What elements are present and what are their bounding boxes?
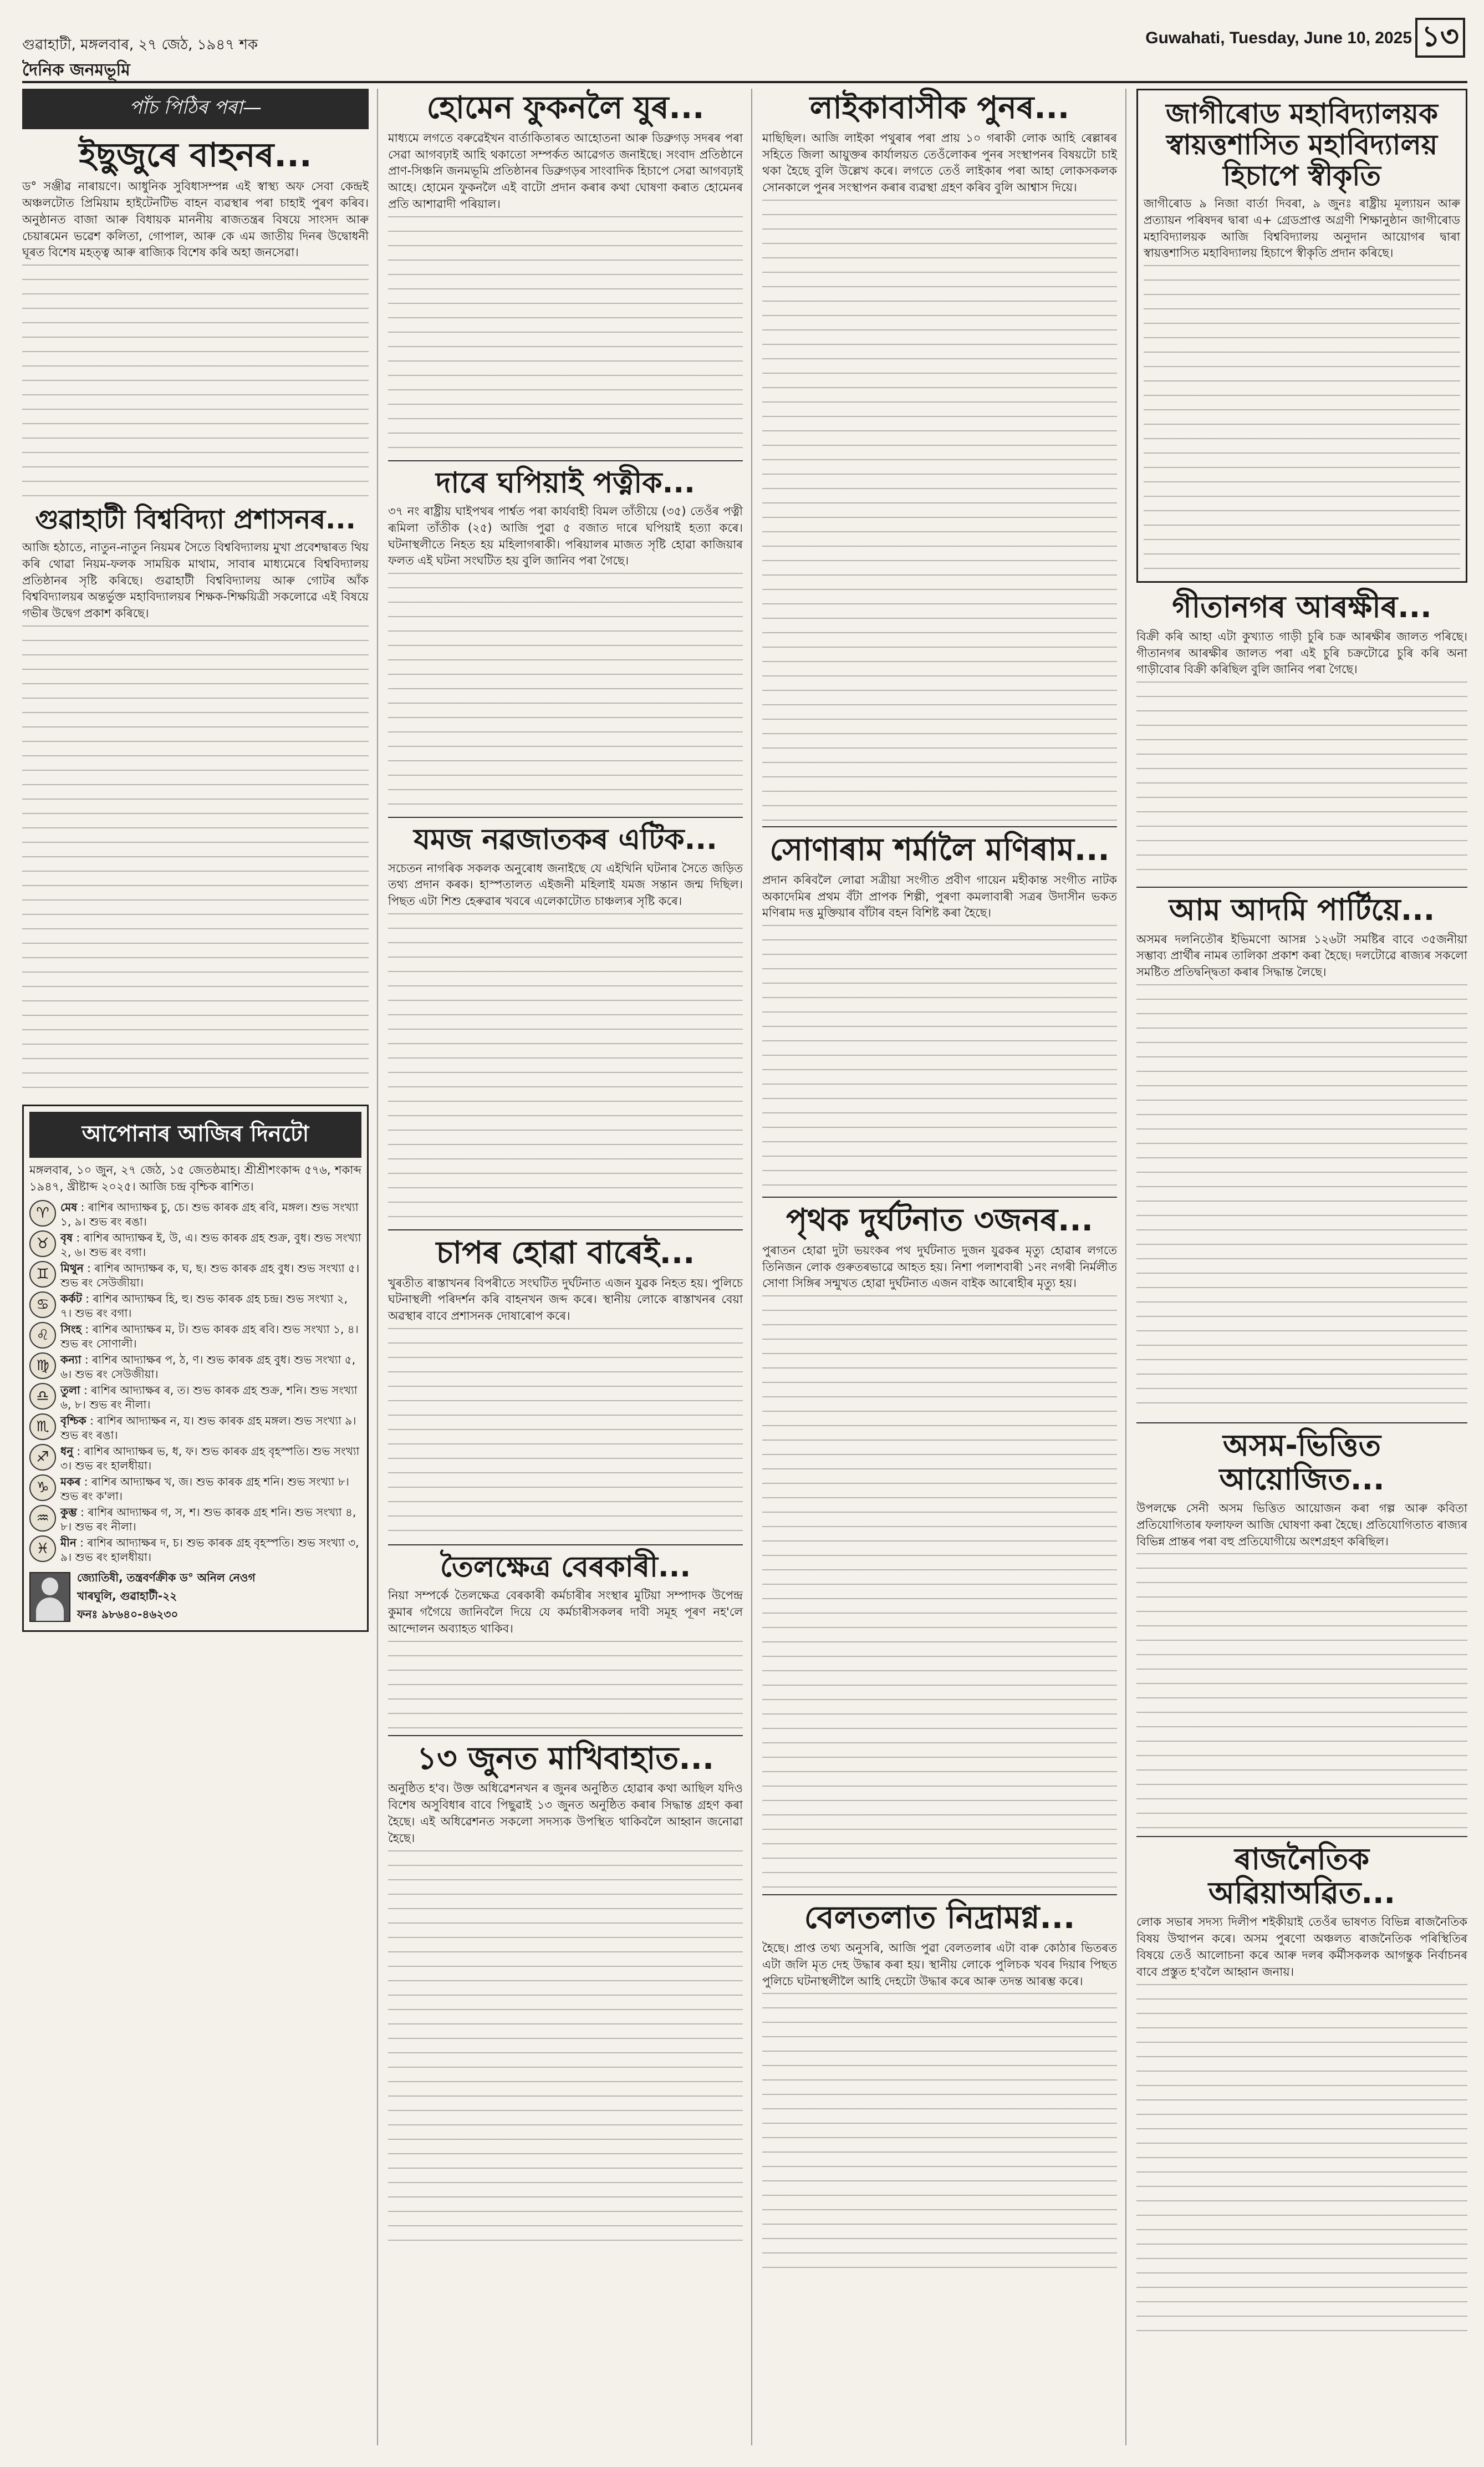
zodiac-forecast: ৰাশিৰ আদ্যাক্ষৰ ৰ, ত। শুভ কাৰক গ্ৰহ শুক্ৰ, শনি। শুভ সংখ্যা ৬, ৮। শুভ ৰং নীলা। <box>60 1383 358 1411</box>
zodiac-forecast: ৰাশিৰ আদ্যাক্ষৰ ক, ঘ, ছ। শুভ কাৰক গ্ৰহ বুধ। শুভ সংখ্যা ৫। শুভ ৰং সেউজীয়া। <box>60 1261 360 1289</box>
zodiac-text: কন্যা : ৰাশিৰ আদ্যাক্ষৰ প, ঠ, ণ। শুভ কাৰক গ্ৰহ বুধ। শুভ সংখ্যা ৫, ৬। শুভ ৰং সেউজীয়া। <box>60 1352 356 1381</box>
divider <box>762 826 1117 827</box>
divider <box>1136 1836 1467 1837</box>
column-rule <box>1125 89 1126 2445</box>
headline: ইছুজুৰে বাহনৰ... <box>79 136 312 175</box>
zodiac-text: তুলা : ৰাশিৰ আদ্যাক্ষৰ ৰ, ত। শুভ কাৰক গ্ৰহ শুক্ৰ, শনি। শুভ সংখ্যা ৬, ৮। শুভ ৰং নীলা। <box>60 1383 358 1411</box>
zodiac-name: কন্যা <box>60 1352 81 1366</box>
zodiac-name: মকৰ <box>60 1474 81 1488</box>
zodiac-forecast: ৰাশিৰ আদ্যাক্ষৰ ভ, ধ, ফ। শুভ কাৰক গ্ৰহ বৃহস্পতি। শুভ সংখ্যা ৩। শুভ ৰং হালধীয়া। <box>60 1444 360 1472</box>
article-text-block <box>22 264 369 497</box>
astrologer-phone: ফনঃ ৯৮৬৪০-৪৬২৩০ <box>77 1607 179 1621</box>
column-4 <box>1136 89 1467 2339</box>
article-body: উপলক্ষে সেনী অসম ভিত্তিত আয়োজন কৰা গল্প আৰু কবিতা প্ৰতিযোগিতাৰ ফলাফল আজি ঘোষণা কৰা হৈছে। প্ৰতিযোগিতাত ৰাজ্যৰ বিভিন্ন প্ৰান্তৰ পৰা বহু প্ৰতিযোগীয়ে অংশগ্ৰহণ কৰিছিল। <box>1136 1502 1467 1548</box>
column-2 <box>388 89 743 2250</box>
masthead: দৈনিক জনমভূমি <box>22 60 130 80</box>
article-body: বিক্ৰী কৰি আহা এটা কুখ্যাত গাড়ী চুৰি চক্ৰ আৰক্ষীৰ জালত পৰিছে। গীতানগৰ আৰক্ষীৰ জালত পৰা এই চুৰি চক্ৰটোৱে চুৰি কৰি অনা গাড়ীবোৰ বিক্ৰী কৰিছিল বুলি জানিব পৰা গৈছে। <box>1136 629 1467 676</box>
continued-kicker: পাঁচ পিঠিৰ পৰা— <box>22 89 369 129</box>
water-bearer-icon: ♒ <box>29 1505 56 1532</box>
zodiac-item <box>29 1413 361 1442</box>
column-rule <box>751 89 752 2445</box>
issue-date-english: Guwahati, Tuesday, June 10, 2025 <box>1145 29 1412 47</box>
zodiac-text: কৰ্কট : ৰাশিৰ আদ্যাক্ষৰ হি, হু। শুভ কাৰক গ্ৰহ চন্দ্ৰ। শুভ সংখ্যা ২, ৭। শুভ ৰং বগা। <box>60 1291 348 1320</box>
article-body: অনুষ্ঠিত হ'ব। উক্ত অধিৱেশনখন ৰ জুনৰ অনুষ্ঠিত হোৱাৰ কথা আছিল যদিও বিশেষ অসুবিধাৰ বাবে পিছুৱাই ১৩ জুনত অনুষ্ঠিত কৰাৰ সিদ্ধান্ত গ্ৰহণ কৰা হৈছে। এই অধিৱেশনত সকলো সদস্যক উপস্থিত থাকিবলৈ আহ্বান জনোৱা হৈছে। <box>388 1782 743 1845</box>
article-body: হৈছে। প্ৰাপ্ত তথ্য অনুসৰি, আজি পুৱা বেলতলাৰ এটা বাৰু কোঠাৰ ভিতৰত এটা জলি মৃত দেহ উদ্ধাৰ কৰা হয়। স্থানীয় লোকে পুলিচক খবৰ দিয়াৰ পিছত পুলিচে ঘটনাস্থলীলৈ আহি দেহটো উদ্ধাৰ কৰে আৰু তদন্ত আৰম্ভ কৰে। <box>762 1941 1117 1988</box>
zodiac-forecast: ৰাশিৰ আদ্যাক্ষৰ হি, হু। শুভ কাৰক গ্ৰহ চন্দ্ৰ। শুভ সংখ্যা ২, ৭। শুভ ৰং বগা। <box>60 1291 348 1320</box>
article-body: প্ৰদান কৰিবলৈ লোৱা সত্ৰীয়া সংগীত প্ৰবীণ গায়েন মহীকান্ত সংগীত নাটক অকাদেমিৰ প্ৰথম বঁটা প্ৰাপক শিল্পী, পুৰণা কমলাবাৰী সত্ৰৰ উদাসীন ভকত মণিৰাম দত্ত মুক্তিয়াৰ বাঁটাৰ বহন বিশিষ্ট কৰা হৈছে। <box>762 873 1117 920</box>
page-number: ১৩ <box>1415 18 1465 58</box>
divider <box>1136 887 1467 888</box>
divider <box>762 1894 1117 1895</box>
zodiac-item <box>29 1505 361 1534</box>
scales-icon: ♎ <box>29 1383 56 1410</box>
headline: ১৩ জুনত মাখিবাহাত... <box>416 1740 715 1777</box>
article-body: লোক সভাৰ সদস্য দিলীপ শইকীয়াই তেওঁৰ ভাষণত বিভিন্ন ৰাজনৈতিক বিষয় উত্থাপন কৰে। অসম পুৰণো অঞ্চলত ৰাজনৈতিক পৰিস্থিতিৰ বিষয়ে তেওঁ আলোচনা কৰে আৰু দলৰ কৰ্মীসকলক আগন্তুক নিৰ্বাচনৰ বাবে প্ৰস্তুত হ'বলৈ আহ্বান জনায়। <box>1136 1915 1467 1978</box>
headline: আম আদমি পাৰ্টিয়ে... <box>1169 892 1435 928</box>
article-text-block <box>762 1295 1117 1889</box>
article-body: সচেতন নাগৰিক সকলক অনুৰোধ জনাইছে যে এইখিনি ঘটনাৰ সৈতে জড়িত তথ্য প্ৰদান কৰক। হাস্পতালত এইজনী মহিলাই যমজ সন্তান জন্ম দিছিল। পিছত এটা শিশু হেৰুৱাৰ খবৰে এলেকাটোত চাঞ্চল্যৰ সৃষ্টি কৰে। <box>388 861 743 908</box>
article-body: আজি হঠাতে, নাতুন-নাতুন নিয়মৰ সৈতে বিশ্ববিদ্যালয় মুখা প্ৰবেশদ্বাৰত থিয় কৰি থোৱা নিয়ম-ফলক সাময়িক মাথাম, সাবাৰ মাধ্যমেৰে বিশ্ববিদ্যালয় প্ৰতিষ্ঠানৰ সৃষ্টি কৰিছে। গুৱাহাটী বিশ্ববিদ্যালয় আৰু গোটৰ আঁক বিশ্ববিদ্যালয়ৰ অন্তৰ্ভুক্ত মহাবিদ্যালয়ৰ শিক্ষক-শিক্ষয়িত্ৰী সকলোৱে এই বিষয়ে গভীৰ উদ্বেগ প্ৰকাশ কৰিছে। <box>22 541 369 620</box>
zodiac-item <box>29 1200 361 1229</box>
column-rule <box>377 89 378 2445</box>
column-3 <box>762 89 1117 2270</box>
astrologer-address: খাৰঘুলি, গুৱাহাটী-২২ <box>77 1589 177 1603</box>
zodiac-name: কৰ্কট <box>60 1291 82 1305</box>
article-text-block <box>388 1328 743 1539</box>
zodiac-forecast: ৰাশিৰ আদ্যাক্ষৰ ই, উ, এ। শুভ কাৰক গ্ৰহ শুক্ৰ, বুধ। শুভ সংখ্যা ২, ৬। শুভ ৰং বগা। <box>60 1230 361 1259</box>
zodiac-name: মীন <box>60 1535 77 1549</box>
zodiac-name: বৃষ <box>60 1230 73 1244</box>
article-text-block <box>1136 1553 1467 1830</box>
headline: হোমেন ফুকনলৈ যুৰ... <box>426 90 705 126</box>
article-text-block <box>762 200 1117 821</box>
headline: লাইকাবাসীক পুনৰ... <box>809 90 1070 126</box>
zodiac-item <box>29 1291 361 1320</box>
article-text-block <box>1136 681 1467 881</box>
article-text-block <box>388 573 743 811</box>
article-body: জাগীৰোড ৯ নিজা বাৰ্তা দিবৰা, ৯ জুনঃ ৰাষ্ট্ৰীয় মূল্যায়ন আৰু প্ৰত্যায়ন পৰিষদৰ দ্বাৰা এ+ গ্ৰেডপ্ৰাপ্ত অগ্ৰণী শিক্ষানুষ্ঠান জাগীৰোড মহাবিদ্যালয়ক আজি বিশ্ববিদ্যালয় অনুদান আয়োগৰ দ্বাৰা স্বায়ত্তশাসিত মহাবিদ্যালয় হিচাপে স্বীকৃতি প্ৰদান কৰিছে। <box>1144 197 1460 260</box>
astrologer-credit <box>29 1570 361 1625</box>
bull-icon: ♉ <box>29 1230 56 1257</box>
headline: গুৱাহাটী বিশ্ববিদ্যা প্ৰশাসনৰ... <box>35 504 356 536</box>
article-body: ৩৭ নং ৰাষ্ট্ৰীয় ঘাইপথৰ পাৰ্শ্বত পৰা কাৰ্যবাহী বিমল তাঁতীয়ে (৩৫) তেওঁৰ পত্নী ৰূমিলা তাঁতীক (২৫) আজি পুৱা ৫ বজাত দাৰে ঘপিয়াই হত্যা কৰে। ঘটনাস্থলীতে নিহত হয় মহিলাগৰাকী। পৰিয়ালৰ মাজত সৃষ্টি হোৱা কাজিয়াৰ ফলত এই ঘটনা সংঘটিত হয় বুলি জানিব পৰা গৈছে। <box>388 505 743 568</box>
divider <box>388 460 743 461</box>
zodiac-text: বৃশ্চিক : ৰাশিৰ আদ্যাক্ষৰ ন, য। শুভ কাৰক গ্ৰহ মঙ্গল। শুভ সংখ্যা ৯। শুভ ৰং ৰঙা। <box>60 1413 356 1442</box>
lion-icon: ♌ <box>29 1322 56 1349</box>
article-text-block <box>22 625 369 1091</box>
zodiac-item <box>29 1352 361 1381</box>
astrologer-photo <box>29 1572 70 1622</box>
headline: অসম-ভিত্তিত আয়োজিত... <box>1219 1428 1385 1497</box>
zodiac-name: কুম্ভ <box>60 1505 77 1519</box>
headline: যমজ নৱজাতকৰ এটিক... <box>414 823 717 857</box>
horoscope-box <box>22 1105 369 1632</box>
headline: দাৰে ঘপিয়াই পত্নীক... <box>436 466 695 500</box>
zodiac-text: কুম্ভ : ৰাশিৰ আদ্যাক্ষৰ গ, স, শ। শুভ কাৰক গ্ৰহ শনি। শুভ সংখ্যা ৪, ৮। শুভ ৰং নীলা। <box>60 1505 356 1533</box>
article-text-block <box>762 1993 1117 2270</box>
issue-date: গুৱাহাটী, মঙ্গলবাৰ, ২৭ জেঠ, ১৯৪৭ শক <box>22 37 258 53</box>
zodiac-text: মিথুন : ৰাশিৰ আদ্যাক্ষৰ ক, ঘ, ছ। শুভ কাৰক গ্ৰহ বুধ। শুভ সংখ্যা ৫। শুভ ৰং সেউজীয়া। <box>60 1261 360 1289</box>
zodiac-item <box>29 1230 361 1259</box>
headline: গীতানগৰ আৰক্ষীৰ... <box>1172 589 1432 625</box>
article-body: খুৰতীত ৰাস্তাখনৰ বিপৰীতে সংঘটিত দুৰ্ঘটনাত এজন যুৱক নিহত হয়। পুলিচে ঘটনাস্থলী পৰিদৰ্শন কৰি বাহনখন জব্দ কৰে। স্থানীয় লোকে ৰাস্তাখনৰ বেয়া অৱস্থাৰ বাবে প্ৰশাসনক দোষাৰোপ কৰে। <box>388 1276 743 1323</box>
zodiac-text: মেষ : ৰাশিৰ আদ্যাক্ষৰ চু, চে। শুভ কাৰক গ্ৰহ ৰবি, মঙ্গল। শুভ সংখ্যা ১, ৯। শুভ ৰং ৰঙা। <box>60 1200 359 1228</box>
fish-icon: ♓ <box>29 1535 56 1562</box>
article-body: নিয়া সম্পৰ্কে তৈলক্ষেত্ৰ বেৰকাৰী কৰ্মচাৰীৰ সংস্থাৰ মুটিয়া সম্পাদক উপেন্দ্ৰ কুমাৰ গগৈয়ে জানিবলৈ দিয়ে যে কৰ্মচাৰীসকলৰ দাবী সমূহ পূৰণ নহ'লে আন্দোলন অব্যাহত থাকিব। <box>388 1589 743 1635</box>
zodiac-list <box>29 1200 361 1564</box>
headline: তৈলক্ষেত্ৰ বেৰকাৰী... <box>440 1550 691 1584</box>
headline: চাপৰ হোৱা বাৰেই... <box>436 1234 695 1271</box>
astrologer-name: জ্যোতিষী, তন্ত্ৰবৰ্ণক্ৰীক ড° অনিল নেওগ <box>77 1570 256 1584</box>
zodiac-forecast: ৰাশিৰ আদ্যাক্ষৰ গ, স, শ। শুভ কাৰক গ্ৰহ শনি। শুভ সংখ্যা ৪, ৮। শুভ ৰং নীলা। <box>60 1505 356 1533</box>
zodiac-name: মেষ <box>60 1200 78 1214</box>
zodiac-text: মীন : ৰাশিৰ আদ্যাক্ষৰ দ, চ। শুভ কাৰক গ্ৰহ বৃহস্পতি। শুভ সংখ্যা ৩, ৯। শুভ ৰং হালধীয়া। <box>60 1535 359 1564</box>
zodiac-name: ধনু <box>60 1444 74 1458</box>
horoscope-title: আপোনাৰ আজিৰ দিনটো <box>29 1112 361 1158</box>
zodiac-text: মকৰ : ৰাশিৰ আদ্যাক্ষৰ খ, জ। শুভ কাৰক গ্ৰহ শনি। শুভ সংখ্যা ৮। শুভ ৰং ক'লা। <box>60 1474 349 1503</box>
zodiac-forecast: ৰাশিৰ আদ্যাক্ষৰ খ, জ। শুভ কাৰক গ্ৰহ শনি। শুভ সংখ্যা ৮। শুভ ৰং ক'লা। <box>60 1474 349 1503</box>
article-body: মাধ্যমে লগতে বৰুৱেইখন বাৰ্তাকিতাৰত আহোতনা আৰু ডিব্ৰুগড় সদৰৰ পৰা সেৱা আগবঢ়াই আহি থকাতো সম্পৰ্কত আৱেগত জনাইছে। সংবাদ প্ৰতিষ্ঠানে প্ৰাণ-সিঞ্চনি জনমভূমি প্ৰতিষ্ঠানৰ ডিব্ৰুগড়ৰ সাংবাদিক হিচাপে সেৱা আগবঢ়াই আহে। হোমেন ফুকনলৈ এই বাটো প্ৰদান কৰাৰ কথা ঘোষণা কৰাত হোমেনৰ প্ৰতি আশাৱাদী পৰিয়াল। <box>388 131 743 211</box>
headline: পৃথক দুৰ্ঘটনাত ৩জনৰ... <box>786 1202 1093 1239</box>
divider <box>388 1735 743 1736</box>
zodiac-item <box>29 1474 361 1503</box>
zodiac-name: বৃশ্চিক <box>60 1413 86 1427</box>
article-text-block <box>388 216 743 455</box>
column-1 <box>22 89 369 1632</box>
goat-icon: ♑ <box>29 1474 56 1501</box>
divider <box>762 1197 1117 1198</box>
zodiac-item <box>29 1444 361 1473</box>
headline: জাগীৰোড মহাবিদ্যালয়ক স্বায়ত্তশাসিত মহাবিদ্যালয় হিচাপে স্বীকৃতি <box>1166 98 1438 192</box>
virgin-icon: ♍ <box>29 1352 56 1379</box>
zodiac-forecast: ৰাশিৰ আদ্যাক্ষৰ প, ঠ, ণ। শুভ কাৰক গ্ৰহ বুধ। শুভ সংখ্যা ৫, ৬। শুভ ৰং সেউজীয়া। <box>60 1352 356 1381</box>
zodiac-text: ধনু : ৰাশিৰ আদ্যাক্ষৰ ভ, ধ, ফ। শুভ কাৰক গ্ৰহ বৃহস্পতি। শুভ সংখ্যা ৩। শুভ ৰং হালধীয়া। <box>60 1444 360 1472</box>
article-body: মাছিছিল। আজি লাইকা পথুৰাৰ পৰা প্ৰায় ১০ গৰাকী লোক আহি ৰেল্লাৰৰ সহিতে জিলা আয়ুক্তৰ কাৰ্যালয়ত তেওঁলোকৰ পুনৰ সংস্থাপনৰ বিষয়টো চাই থকা হৈছে বুলি উল্লেখ কৰে। লগতে তেওঁ লাইকাৰ পৰা আহা লোকসকলক সোনকালে পুনৰ সংস্থাপন কৰাৰ ব্যৱস্থা গ্ৰহণ কৰিব বুলি আশ্বাস দিয়ে। <box>762 131 1117 195</box>
article-body: পুৰাতন হোৱা দুটা ভয়ংকৰ পথ দুৰ্ঘটনাত দুজন যুৱকৰ মৃত্যু হোৱাৰ লগতে তিনিজন লোক গুৰুতৰভাৱে আহত হয়। নিশা পলাশবাৰী ১নং নগৰী নিৰ্মলীত সোণা সিঙ্গিৰ সন্মুখত হোৱা দুৰ্ঘটনাত এজন বাইক আৰোহীৰ মৃত্যু হয়। <box>762 1243 1117 1290</box>
zodiac-item <box>29 1261 361 1290</box>
header-rule <box>22 81 1467 83</box>
archer-icon: ♐ <box>29 1444 56 1471</box>
article-text-block <box>762 925 1117 1191</box>
lead-story-box <box>1136 89 1467 583</box>
headline: বেলতলাত নিদ্ৰামগ্ন... <box>804 1900 1075 1936</box>
article-text-block <box>1136 1984 1467 2339</box>
divider <box>388 1229 743 1230</box>
zodiac-forecast: ৰাশিৰ আদ্যাক্ষৰ দ, চ। শুভ কাৰক গ্ৰহ বৃহস্পতি। শুভ সংখ্যা ৩, ৯। শুভ ৰং হালধীয়া। <box>60 1535 359 1564</box>
zodiac-name: মিথুন <box>60 1261 84 1275</box>
zodiac-forecast: ৰাশিৰ আদ্যাক্ষৰ চু, চে। শুভ কাৰক গ্ৰহ ৰবি, মঙ্গল। শুভ সংখ্যা ১, ৯। শুভ ৰং ৰঙা। <box>60 1200 359 1228</box>
zodiac-forecast: ৰাশিৰ আদ্যাক্ষৰ ম, ট। শুভ কাৰক গ্ৰহ ৰবি। শুভ সংখ্যা ১, ৪। শুভ ৰং সোণালী। <box>60 1322 359 1350</box>
divider <box>388 817 743 818</box>
zodiac-text: বৃষ : ৰাশিৰ আদ্যাক্ষৰ ই, উ, এ। শুভ কাৰক গ্ৰহ শুক্ৰ, বুধ। শুভ সংখ্যা ২, ৬। শুভ ৰং বগা। <box>60 1230 361 1259</box>
zodiac-name: তুলা <box>60 1383 80 1397</box>
article-text-block <box>388 1641 743 1730</box>
zodiac-forecast: ৰাশিৰ আদ্যাক্ষৰ ন, য। শুভ কাৰক গ্ৰহ মঙ্গল। শুভ সংখ্যা ৯। শুভ ৰং ৰঙা। <box>60 1413 356 1442</box>
divider <box>388 1544 743 1545</box>
article-text-block <box>388 1850 743 2250</box>
twins-icon: ♊ <box>29 1261 56 1288</box>
zodiac-item <box>29 1535 361 1564</box>
crab-icon: ♋ <box>29 1291 56 1318</box>
divider <box>1136 1422 1467 1423</box>
article-text-block <box>1144 265 1460 576</box>
zodiac-name: সিংহ <box>60 1322 82 1336</box>
headline: সোণাৰাম শৰ্মালৈ মণিৰাম... <box>769 831 1110 868</box>
scorpion-icon: ♏ <box>29 1413 56 1440</box>
article-body: অসমৰ দলনিতৌৰ ইভিমণো আসন্ন ১২৬টা সমষ্টিৰ বাবে ৩৫জনীয়া সম্ভাব্য প্ৰাৰ্থীৰ নামৰ তালিকা প্ৰকাশ কৰা হৈছে। দলটোৱে ৰাজ্যৰ সকলো সমষ্টিত প্ৰতিদ্বন্দ্বিতা কৰাৰ সিদ্ধান্ত লৈছে। <box>1136 932 1467 979</box>
zodiac-text: সিংহ : ৰাশিৰ আদ্যাক্ষৰ ম, ট। শুভ কাৰক গ্ৰহ ৰবি। শুভ সংখ্যা ১, ৪। শুভ ৰং সোণালী। <box>60 1322 359 1350</box>
zodiac-item <box>29 1383 361 1412</box>
headline: ৰাজনৈতিক অৱিয়াঅৱিত... <box>1208 1842 1396 1910</box>
article-body: ড° সঞ্জীৱ নাৰায়ণে। আধুনিক সুবিধাসম্পন্ন এই স্বাস্থ্য অফ সেবা কেন্দ্ৰই অঞ্চলটোত প্ৰিমিয়াম হাইটেনটিভ বাহন ব্যৱস্থাৰ পৰা চাহাই পুৰণ কৰিব। অনুষ্ঠানত বাজা আৰু বিধায়ক মাননীয় ৰাজতন্ত্ৰৰ বিষয়ে সাংসদ আৰু চেয়াৰমেন ভৱেশ কলিতা, গোপাল, আৰু কে এম জাতীয় দিনৰ উদ্বোধনী ঘূৰত বিশেষ মহত্ত্ব আৰু ৰাজ্যিক বিশেষ কৰি অহা জনসেৱা। <box>22 180 369 260</box>
article-text-block <box>388 913 743 1224</box>
article-text-block <box>1136 984 1467 1417</box>
horoscope-intro: মঙ্গলবাৰ, ১০ জুন, ২৭ জেঠ, ১৫ জেতষ্ঠমাহ। শ্ৰীশ্ৰীশংকাব্দ ৫৭৬, শকাব্দ ১৯৪৭, খ্ৰীষ্টাব্দ ২০২৫। আজি চন্দ্ৰ বৃশ্চিক ৰাশিত। <box>29 1163 361 1193</box>
zodiac-item <box>29 1322 361 1351</box>
ram-icon: ♈ <box>29 1200 56 1227</box>
